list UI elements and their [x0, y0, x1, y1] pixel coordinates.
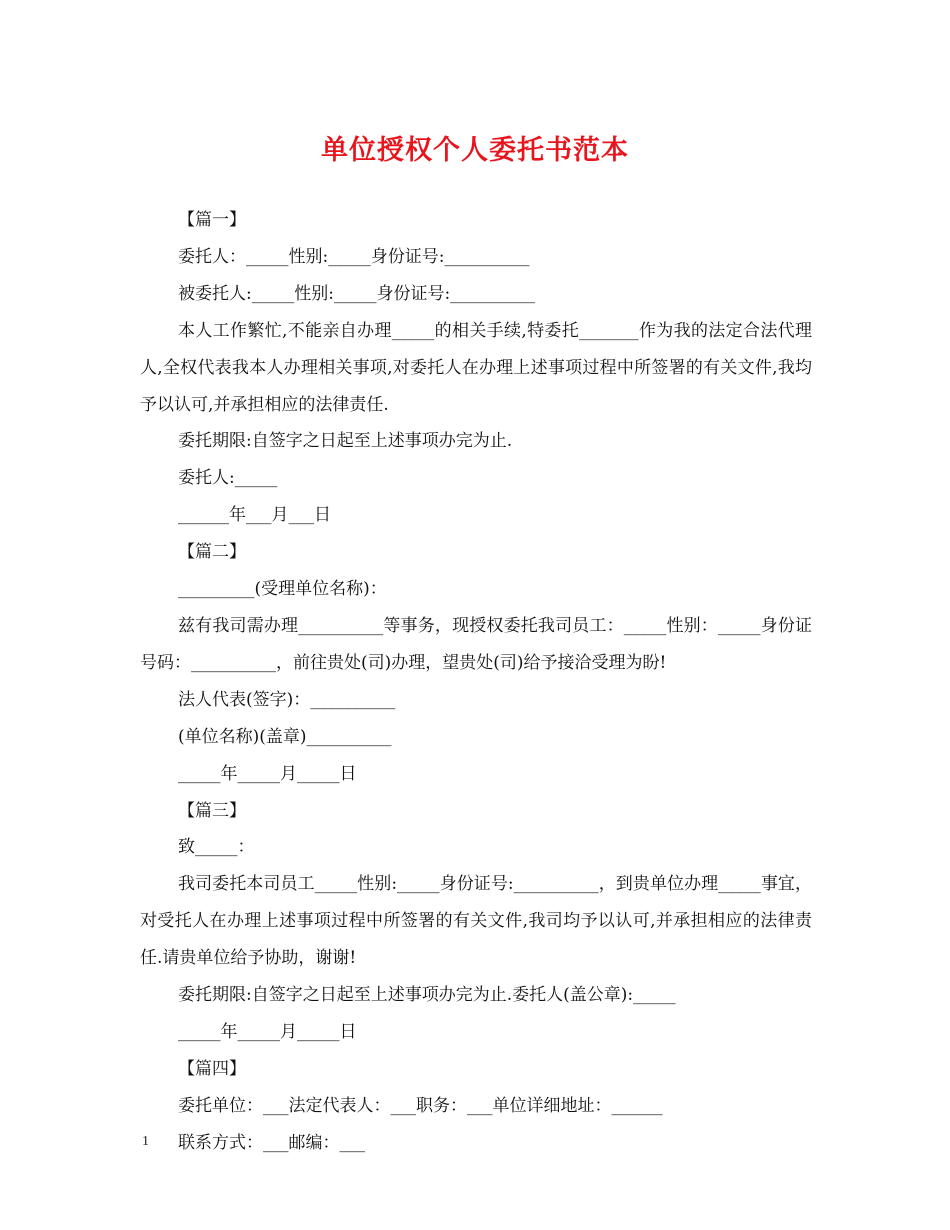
paragraph: 本人工作繁忙,不能亲自办理_____的相关手续,特委托_______作为我的法定合法代理人,全权代表我本人办理相关事项,对委托人在办理上述事项过程中所签署的有关文件,我均予以认可,并承担相应的法律责任. — [140, 320, 812, 415]
paragraph: 兹有我司需办理__________等事务，现授权委托我司员工：_____性别：_____身份证号码：__________，前往贵处(司)办理，望贵处(司)给予接洽受理为盼! — [140, 615, 812, 673]
paragraph: 联系方式：___邮编：___ — [178, 1132, 365, 1153]
date-line: _____年_____月_____日 — [178, 763, 357, 784]
paragraph: 委托人:_____ — [178, 468, 278, 489]
paragraph: (单位名称)(盖章)__________ — [178, 726, 392, 747]
paragraph: 委托期限:自签字之日起至上述事项办完为止.委托人(盖公章):_____ — [178, 985, 676, 1006]
date-line: ______年___月___日 — [178, 505, 331, 526]
document-title: 单位授权个人委托书范本 — [321, 135, 629, 166]
section-heading-1: 【篇一】 — [178, 210, 246, 230]
date-line: _____年_____月_____日 — [178, 1021, 357, 1042]
document-body — [140, 202, 812, 1162]
section-heading-2: 【篇二】 — [178, 542, 246, 563]
paragraph: 我司委托本司员工_____性别:_____身份证号:__________，到贵单位办理_____事宜，对受托人在办理上述事项过程中所签署的有关文件,我司均予以认可,并承担相应的法律责任.请贵单位给予协助，谢谢! — [140, 874, 812, 969]
paragraph: 法人代表(签字)：__________ — [178, 689, 396, 710]
paragraph: _________(受理单位名称)： — [178, 579, 387, 600]
paragraph: 委托人：_____性别:_____身份证号:__________ — [178, 246, 530, 267]
paragraph: 委托期限:自签字之日起至上述事项办完为止. — [178, 431, 513, 452]
paragraph: 委托单位：___法定代表人：___职务：___单位详细地址：______ — [178, 1095, 663, 1116]
section-heading-4: 【篇四】 — [178, 1058, 246, 1079]
paragraph: 致_____： — [178, 837, 255, 858]
paragraph: 被委托人:_____性别:_____身份证号:__________ — [178, 283, 536, 304]
page-number: 1 — [142, 1134, 149, 1149]
section-heading-3: 【篇三】 — [178, 800, 246, 821]
